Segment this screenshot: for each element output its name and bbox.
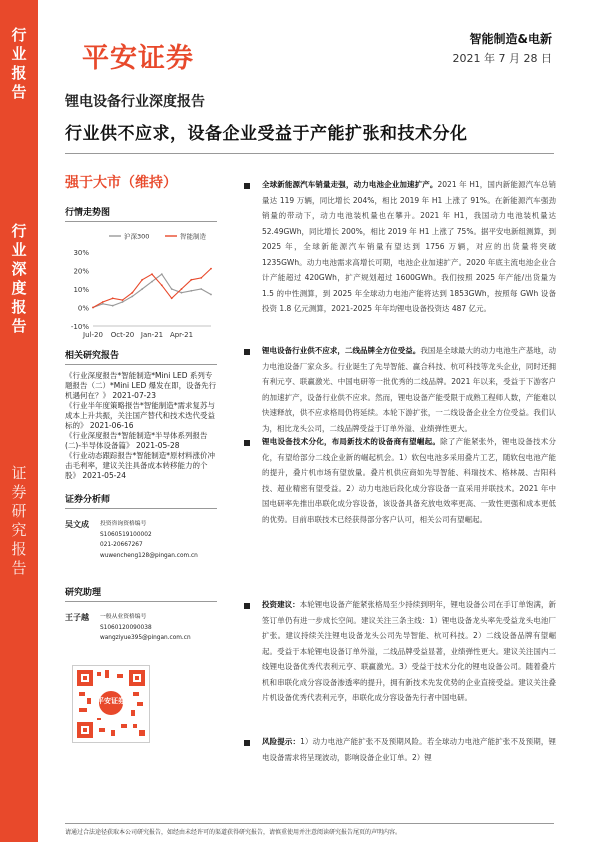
side-tab-label: 证 券 研 究 报 告 xyxy=(11,464,27,577)
x-tick-label: Apr-21 xyxy=(169,331,194,339)
series-1-point xyxy=(200,277,202,279)
assistant-email[interactable]: wangziyue395@pingan.com.cn xyxy=(100,635,191,641)
related-report-item[interactable]: 《行业深度报告*智能制造*Mini LED 系列专题报告（二）*Mini LED 爆发在即，设备先行机遇何在？》 2021-07-23 xyxy=(65,371,217,400)
investment-rating: 强于大市（维持） xyxy=(65,175,177,191)
assistant-section xyxy=(65,585,217,644)
series-1-point xyxy=(141,279,143,281)
summary-paragraph xyxy=(244,177,556,317)
series-1-point xyxy=(92,307,94,309)
brand-logo: 平安证券 xyxy=(82,43,194,74)
y-tick-label: 0% xyxy=(77,304,89,313)
summary-paragraph xyxy=(244,597,556,706)
sector-label: 智能制造&电新 xyxy=(469,32,552,46)
qr-label: 平安证券 xyxy=(97,697,125,705)
side-tab-label: 行 业 报 告 xyxy=(11,26,27,101)
related-report-item[interactable]: 《行业深度报告*智能制造*半导体系列报告(二)-半导体设备篇》 2021-05-28 xyxy=(65,431,208,450)
paragraph-lead: 全球新能源汽车销量走强，动力电池企业加速扩产。 xyxy=(262,180,438,189)
legend-label: 沪深300 xyxy=(124,232,150,241)
trend-title: 行情走势图 xyxy=(65,205,217,222)
side-tab-label: 行 业 深 度 报 告 xyxy=(11,222,27,335)
series-1-point xyxy=(210,268,212,270)
analyst-email[interactable]: wuwencheng128@pingan.com.cn xyxy=(100,552,198,559)
paragraph-lead: 风险提示： xyxy=(262,737,301,746)
report-type: 锂电设备行业深度报告 xyxy=(65,94,205,110)
series-1-point xyxy=(102,301,104,303)
series-0-point xyxy=(131,296,133,298)
qr-code[interactable] xyxy=(72,665,150,743)
report-date: 2021 年 7 月 28 日 xyxy=(452,52,552,65)
footer-disclaimer: 请通过合法途径获取本公司研究报告，如经由未经许可的渠道获得研究报告，请慎重使用并注意阅读研究报告尾页的声明内容。 xyxy=(65,829,402,836)
series-1-point xyxy=(112,297,114,299)
summary-paragraph xyxy=(244,734,556,765)
legend-label: 智能制造 xyxy=(180,232,206,241)
related-reports-title: 相关研究报告 xyxy=(65,348,217,365)
assistant-cert-label: 一般从业资格编号 xyxy=(100,614,147,620)
summary-paragraph xyxy=(244,434,556,527)
paragraph-body: 1）动力电池产能扩张不及预期风险。若全球动力电池产能扩张不及预期，锂电设备需求将呈现波动，影响设备企业订单。2）锂 xyxy=(262,737,556,762)
analyst-section xyxy=(65,492,217,561)
analyst-cert-number: S1060519100002 xyxy=(100,531,152,538)
side-tab-research-report xyxy=(0,436,38,842)
series-0-point xyxy=(151,281,153,283)
series-1-point xyxy=(131,292,133,294)
assistant-card xyxy=(65,612,217,644)
paragraph-body: 除了产能紧张外，锂电设备技术分化，有望给部分二线企业新的崛起机会。1）软包电池多采用叠片工艺，随软包电池产能的提升，叠片机市场有望放量。叠片机供应商如先导智能、科瑞技术、格林晟、吉阳科技、超业精密有望受益。2）动力电池后段化成分容设备一直采用并联技术。2021 年中国电研率先推出串联化成分容设备，该设备具备充放电效率更高、一致性更强和成本更低的优势。目前串联技术已经获得部分客户认可，相关公司有望崛起。 xyxy=(262,437,556,524)
series-0-point xyxy=(102,303,104,305)
title-divider xyxy=(65,153,554,154)
assistant-cert-number: S1060120090038 xyxy=(100,624,152,631)
assistant-name: 王子越 xyxy=(65,613,89,622)
trend-chart xyxy=(65,226,217,346)
y-tick-label: 20% xyxy=(73,267,89,276)
series-1-point xyxy=(171,297,173,299)
paragraph-body: 本轮锂电设备产能紧张格局至少持续到明年，锂电设备公司在手订单饱满，新签订单仍有进一步成长空间。建议关注三条主线：1）锂电设备龙头率先受益龙头电池厂扩张。建议持续关注锂电设备龙头公司先导智能、杭可科技。2）二线设备品牌有望崛起。受益于本轮锂电设备订单外溢，二线品牌受益显著，业绩弹性更大。建议关注国内二线锂电设备优秀代表利元亨、联赢激光。3）受益于技术分化的锂电设备公司。随着叠片机和串联化成分容设备渗透率的提升，拥有新技术先发优势的企业直接受益。建议关注叠片机设备优秀代表利元亨，串联化成分容设备先行者中国电研。 xyxy=(262,600,557,702)
series-0-point xyxy=(171,288,173,290)
series-1-point xyxy=(190,279,192,281)
related-report-item[interactable]: 《行业动态跟踪报告*智能制造*原材料涨价冲击毛利率，建议关注具备成本转移能力的个股》 2021-05-24 xyxy=(65,451,215,480)
analyst-card xyxy=(65,519,217,561)
series-0-point xyxy=(122,301,124,303)
series-0-point xyxy=(181,292,183,294)
analyst-name: 吴文成 xyxy=(65,520,89,529)
series-0-point xyxy=(200,288,202,290)
paragraph-lead: 锂电设备行业供不应求，二线品牌全方位受益。 xyxy=(262,346,421,355)
paragraph-body: 我国是全球最大的动力电池生产基地，动力电池设备厂家众多。行业诞生了先导智能、赢合科技、杭可科技等龙头企业，同时还拥有利元亨、联赢激光、中国电研等一批优秀的二线品牌。2021 年以来，受益于下游客户的加速扩产，设备行业供不应求。然而，锂电设备产能受限于成熟工程师人数，产能难以快速释放，供不应求格局仍将延续。本轮下游扩张，一二线设备企业全方位受益。我们认为，相比龙头公司，二线品牌受益于订单外溢、业绩弹性更大。 xyxy=(262,346,556,433)
series-0-point xyxy=(210,294,212,296)
paragraph-lead: 锂电设备技术分化，布局新技术的设备商有望崛起。 xyxy=(262,437,441,446)
related-report-item[interactable]: 《行业半年度策略报告*智能制造*需求复苏与成本上升共振，关注国产替代和技术迭代受益标的》 2021-06-16 xyxy=(65,401,215,430)
series-0-point xyxy=(161,273,163,275)
footer-divider xyxy=(65,823,554,824)
x-tick-label: Jul-20 xyxy=(83,331,103,339)
analyst-title: 证券分析师 xyxy=(65,492,217,509)
series-1-point xyxy=(181,288,183,290)
x-tick-label: Oct-20 xyxy=(110,331,135,339)
series-1-point xyxy=(161,284,163,286)
side-tab-industry-report xyxy=(0,0,38,188)
series-0-point xyxy=(112,305,114,307)
series-0-point xyxy=(190,290,192,292)
series-1-point xyxy=(122,299,124,301)
series-1-point xyxy=(151,273,153,275)
analyst-phone: 021-20667267 xyxy=(100,542,143,548)
y-tick-label: 10% xyxy=(73,286,89,294)
report-headline: 行业供不应求，设备企业受益于产能扩张和技术分化 xyxy=(65,124,468,144)
series-0-point xyxy=(141,288,143,290)
y-tick-label: -10% xyxy=(70,323,89,331)
analyst-cert-label: 投资咨询资格编号 xyxy=(100,521,147,527)
assistant-title: 研究助理 xyxy=(65,585,217,602)
trend-section xyxy=(65,205,217,346)
side-tab-deep-report xyxy=(0,188,38,436)
paragraph-body: 2021 年 H1，国内新能源汽车总销量达 119 万辆，同比增长 204%，相比 2019 年 H1 上涨了 91%。在新能源汽车强劲销量的带动下，动力电池装机量也在攀升。2021 年 H1，我国动力电池装机量达 52.49GWh，同比增长 200%，相比 2019 年 H1 上涨了 75%。据平安电新组测算，到 2025 年，全球新能源汽车销量有望达到 1756 万辆，对应的出货量将突破 1235GWh。动力电池需求高增长可期，电池企业加速扩产。2020 年底主流电池企业合计产能超过 420GWh，扩产规划超过 1600GWh。我们按照 2025 年产能/出货量为 1.5 的中性测算，到 2025 年全球动力电池产能将达到 1853GWh，按照每 GWh 设备投资 1.8 亿元测算，2021-2025 年年均锂电设备投资达 487 亿元。 xyxy=(262,180,556,313)
x-tick-label: Jan-21 xyxy=(140,331,164,339)
summary-paragraph xyxy=(244,343,556,436)
related-reports-section xyxy=(65,348,217,481)
paragraph-lead: 投资建议： xyxy=(262,600,300,609)
y-tick-label: 30% xyxy=(73,249,89,257)
